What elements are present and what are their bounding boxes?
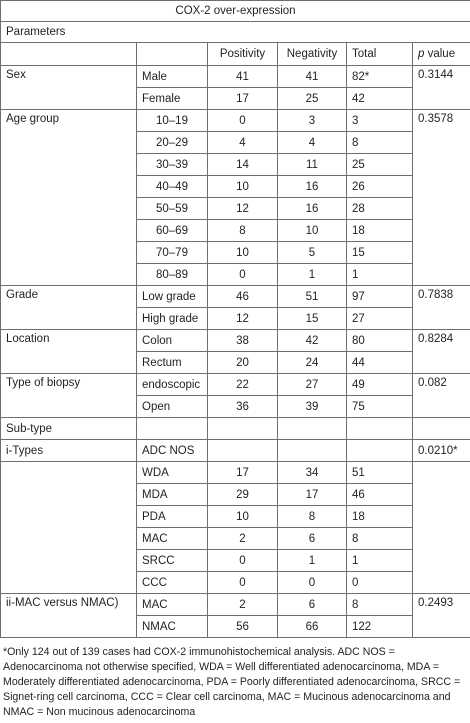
sub-label: 30–39 bbox=[137, 154, 208, 176]
negativity-cell: 6 bbox=[278, 528, 347, 550]
table-row bbox=[1, 110, 470, 132]
sub-label: MDA bbox=[137, 484, 208, 506]
total-cell: 8 bbox=[347, 132, 413, 154]
negativity-cell: 5 bbox=[278, 242, 347, 264]
positivity-cell: 17 bbox=[208, 88, 278, 110]
negativity-cell: 16 bbox=[278, 176, 347, 198]
empty-cell bbox=[347, 418, 413, 440]
negativity-cell: 10 bbox=[278, 220, 347, 242]
positivity-cell: 0 bbox=[208, 110, 278, 132]
positivity-cell: 2 bbox=[208, 528, 278, 550]
total-cell: 80 bbox=[347, 330, 413, 352]
negativity-cell: 27 bbox=[278, 374, 347, 396]
positivity-cell: 17 bbox=[208, 462, 278, 484]
positivity-cell: 2 bbox=[208, 594, 278, 616]
negativity-cell: 15 bbox=[278, 308, 347, 330]
sub-label: 40–49 bbox=[137, 176, 208, 198]
total-cell: 75 bbox=[347, 396, 413, 418]
negativity-cell: 17 bbox=[278, 484, 347, 506]
group-label: Sex bbox=[1, 66, 137, 110]
empty-cell bbox=[347, 440, 413, 462]
total-cell: 122 bbox=[347, 616, 413, 638]
p-value-cell: 0.7838 bbox=[413, 286, 470, 330]
negativity-cell: 34 bbox=[278, 462, 347, 484]
sub-label: 20–29 bbox=[137, 132, 208, 154]
negativity-cell: 1 bbox=[278, 264, 347, 286]
positivity-cell: 0 bbox=[208, 264, 278, 286]
sub-label: 70–79 bbox=[137, 242, 208, 264]
positivity-cell: 0 bbox=[208, 572, 278, 594]
table-title: COX-2 over-expression bbox=[1, 1, 470, 22]
positivity-cell: 12 bbox=[208, 198, 278, 220]
positivity-cell: 0 bbox=[208, 550, 278, 572]
sub-label: endoscopic bbox=[137, 374, 208, 396]
p-value-cell: 0.3578 bbox=[413, 110, 470, 286]
sub-label: Colon bbox=[137, 330, 208, 352]
parameters-header: Parameters bbox=[1, 22, 470, 43]
empty-cell bbox=[1, 462, 137, 594]
positivity-cell: 38 bbox=[208, 330, 278, 352]
table-row bbox=[1, 462, 470, 484]
sub-label: Female bbox=[137, 88, 208, 110]
empty-cell bbox=[413, 418, 470, 440]
positivity-cell: 46 bbox=[208, 286, 278, 308]
header-positivity: Positivity bbox=[208, 43, 278, 66]
table-row bbox=[1, 330, 470, 352]
sub-label: Rectum bbox=[137, 352, 208, 374]
header-p-value bbox=[413, 43, 470, 66]
total-cell: 26 bbox=[347, 176, 413, 198]
header-negativity: Negativity bbox=[278, 43, 347, 66]
negativity-cell: 41 bbox=[278, 66, 347, 88]
sub-label: Open bbox=[137, 396, 208, 418]
header-empty-cell bbox=[137, 43, 208, 66]
table-row bbox=[1, 440, 470, 462]
sub-label: PDA bbox=[137, 506, 208, 528]
table-row bbox=[1, 374, 470, 396]
negativity-cell: 0 bbox=[278, 572, 347, 594]
sub-label: 80–89 bbox=[137, 264, 208, 286]
total-cell: 8 bbox=[347, 594, 413, 616]
negativity-cell: 25 bbox=[278, 88, 347, 110]
subtype-label: Sub-type bbox=[1, 418, 137, 440]
sub-label: WDA bbox=[137, 462, 208, 484]
positivity-cell: 10 bbox=[208, 242, 278, 264]
total-cell: 44 bbox=[347, 352, 413, 374]
group-label: i-Types bbox=[1, 440, 137, 462]
positivity-cell: 22 bbox=[208, 374, 278, 396]
table-footnote: *Only 124 out of 139 cases had COX-2 immunohistochemical analysis. ADC NOS = Adenocarcinoma not otherwise specified, WDA = Well differentiated adenocarcinoma, MDA = Moderately differentiated adenocarcinoma, PDA = Poorly differentiated adenocarcinoma, SRCC = Signet-ring cell carcinoma, CCC = Clear cell carcinoma, MAC = Mucinous adenocarcinoma and NMAC = Non mucinous adenocarcinoma bbox=[3, 646, 461, 718]
empty-cell bbox=[278, 418, 347, 440]
sub-label: 60–69 bbox=[137, 220, 208, 242]
total-cell: 97 bbox=[347, 286, 413, 308]
negativity-cell: 16 bbox=[278, 198, 347, 220]
negativity-cell: 51 bbox=[278, 286, 347, 308]
p-value-cell: 0.082 bbox=[413, 374, 470, 418]
empty-cell bbox=[278, 440, 347, 462]
negativity-cell: 24 bbox=[278, 352, 347, 374]
header-p-letter: p bbox=[418, 48, 425, 60]
negativity-cell: 8 bbox=[278, 506, 347, 528]
positivity-cell: 41 bbox=[208, 66, 278, 88]
empty-cell bbox=[208, 440, 278, 462]
table-row bbox=[1, 66, 470, 88]
total-cell: 15 bbox=[347, 242, 413, 264]
total-cell: 27 bbox=[347, 308, 413, 330]
header-empty-cell bbox=[1, 43, 137, 66]
positivity-cell: 10 bbox=[208, 506, 278, 528]
positivity-cell: 56 bbox=[208, 616, 278, 638]
empty-cell bbox=[413, 462, 470, 594]
total-cell: 8 bbox=[347, 528, 413, 550]
total-cell: 18 bbox=[347, 506, 413, 528]
positivity-cell: 8 bbox=[208, 220, 278, 242]
sub-label: CCC bbox=[137, 572, 208, 594]
sub-label: ADC NOS bbox=[137, 440, 208, 462]
group-label: Type of biopsy bbox=[1, 374, 137, 418]
positivity-cell: 10 bbox=[208, 176, 278, 198]
total-cell: 46 bbox=[347, 484, 413, 506]
header-p-word: value bbox=[424, 48, 456, 60]
positivity-cell: 12 bbox=[208, 308, 278, 330]
p-value-cell: 0.3144 bbox=[413, 66, 470, 110]
table-row bbox=[1, 594, 470, 616]
sub-label: 10–19 bbox=[137, 110, 208, 132]
negativity-cell: 11 bbox=[278, 154, 347, 176]
total-cell: 18 bbox=[347, 220, 413, 242]
group-label: Location bbox=[1, 330, 137, 374]
negativity-cell: 1 bbox=[278, 550, 347, 572]
p-value-cell: 0.0210* bbox=[413, 440, 470, 462]
sub-label: 50–59 bbox=[137, 198, 208, 220]
total-cell: 25 bbox=[347, 154, 413, 176]
negativity-cell: 6 bbox=[278, 594, 347, 616]
total-cell: 0 bbox=[347, 572, 413, 594]
negativity-cell: 39 bbox=[278, 396, 347, 418]
total-cell: 1 bbox=[347, 264, 413, 286]
p-value-cell: 0.8284 bbox=[413, 330, 470, 374]
positivity-cell: 20 bbox=[208, 352, 278, 374]
sub-label: Male bbox=[137, 66, 208, 88]
negativity-cell: 3 bbox=[278, 110, 347, 132]
total-cell: 82* bbox=[347, 66, 413, 88]
group-label: Grade bbox=[1, 286, 137, 330]
negativity-cell: 66 bbox=[278, 616, 347, 638]
total-cell: 51 bbox=[347, 462, 413, 484]
total-cell: 3 bbox=[347, 110, 413, 132]
sub-label: MAC bbox=[137, 594, 208, 616]
total-cell: 1 bbox=[347, 550, 413, 572]
table-row bbox=[1, 286, 470, 308]
total-cell: 49 bbox=[347, 374, 413, 396]
positivity-cell: 4 bbox=[208, 132, 278, 154]
table-row bbox=[1, 418, 470, 440]
empty-cell bbox=[137, 418, 208, 440]
total-cell: 28 bbox=[347, 198, 413, 220]
group-label: Age group bbox=[1, 110, 137, 286]
negativity-cell: 42 bbox=[278, 330, 347, 352]
sub-label: NMAC bbox=[137, 616, 208, 638]
positivity-cell: 14 bbox=[208, 154, 278, 176]
total-cell: 42 bbox=[347, 88, 413, 110]
sub-label: SRCC bbox=[137, 550, 208, 572]
negativity-cell: 4 bbox=[278, 132, 347, 154]
sub-label: Low grade bbox=[137, 286, 208, 308]
p-value-cell: 0.2493 bbox=[413, 594, 470, 638]
positivity-cell: 29 bbox=[208, 484, 278, 506]
positivity-cell: 36 bbox=[208, 396, 278, 418]
group-label: ii-MAC versus NMAC) bbox=[1, 594, 137, 638]
empty-cell bbox=[208, 418, 278, 440]
header-total: Total bbox=[347, 43, 413, 66]
sub-label: MAC bbox=[137, 528, 208, 550]
sub-label: High grade bbox=[137, 308, 208, 330]
